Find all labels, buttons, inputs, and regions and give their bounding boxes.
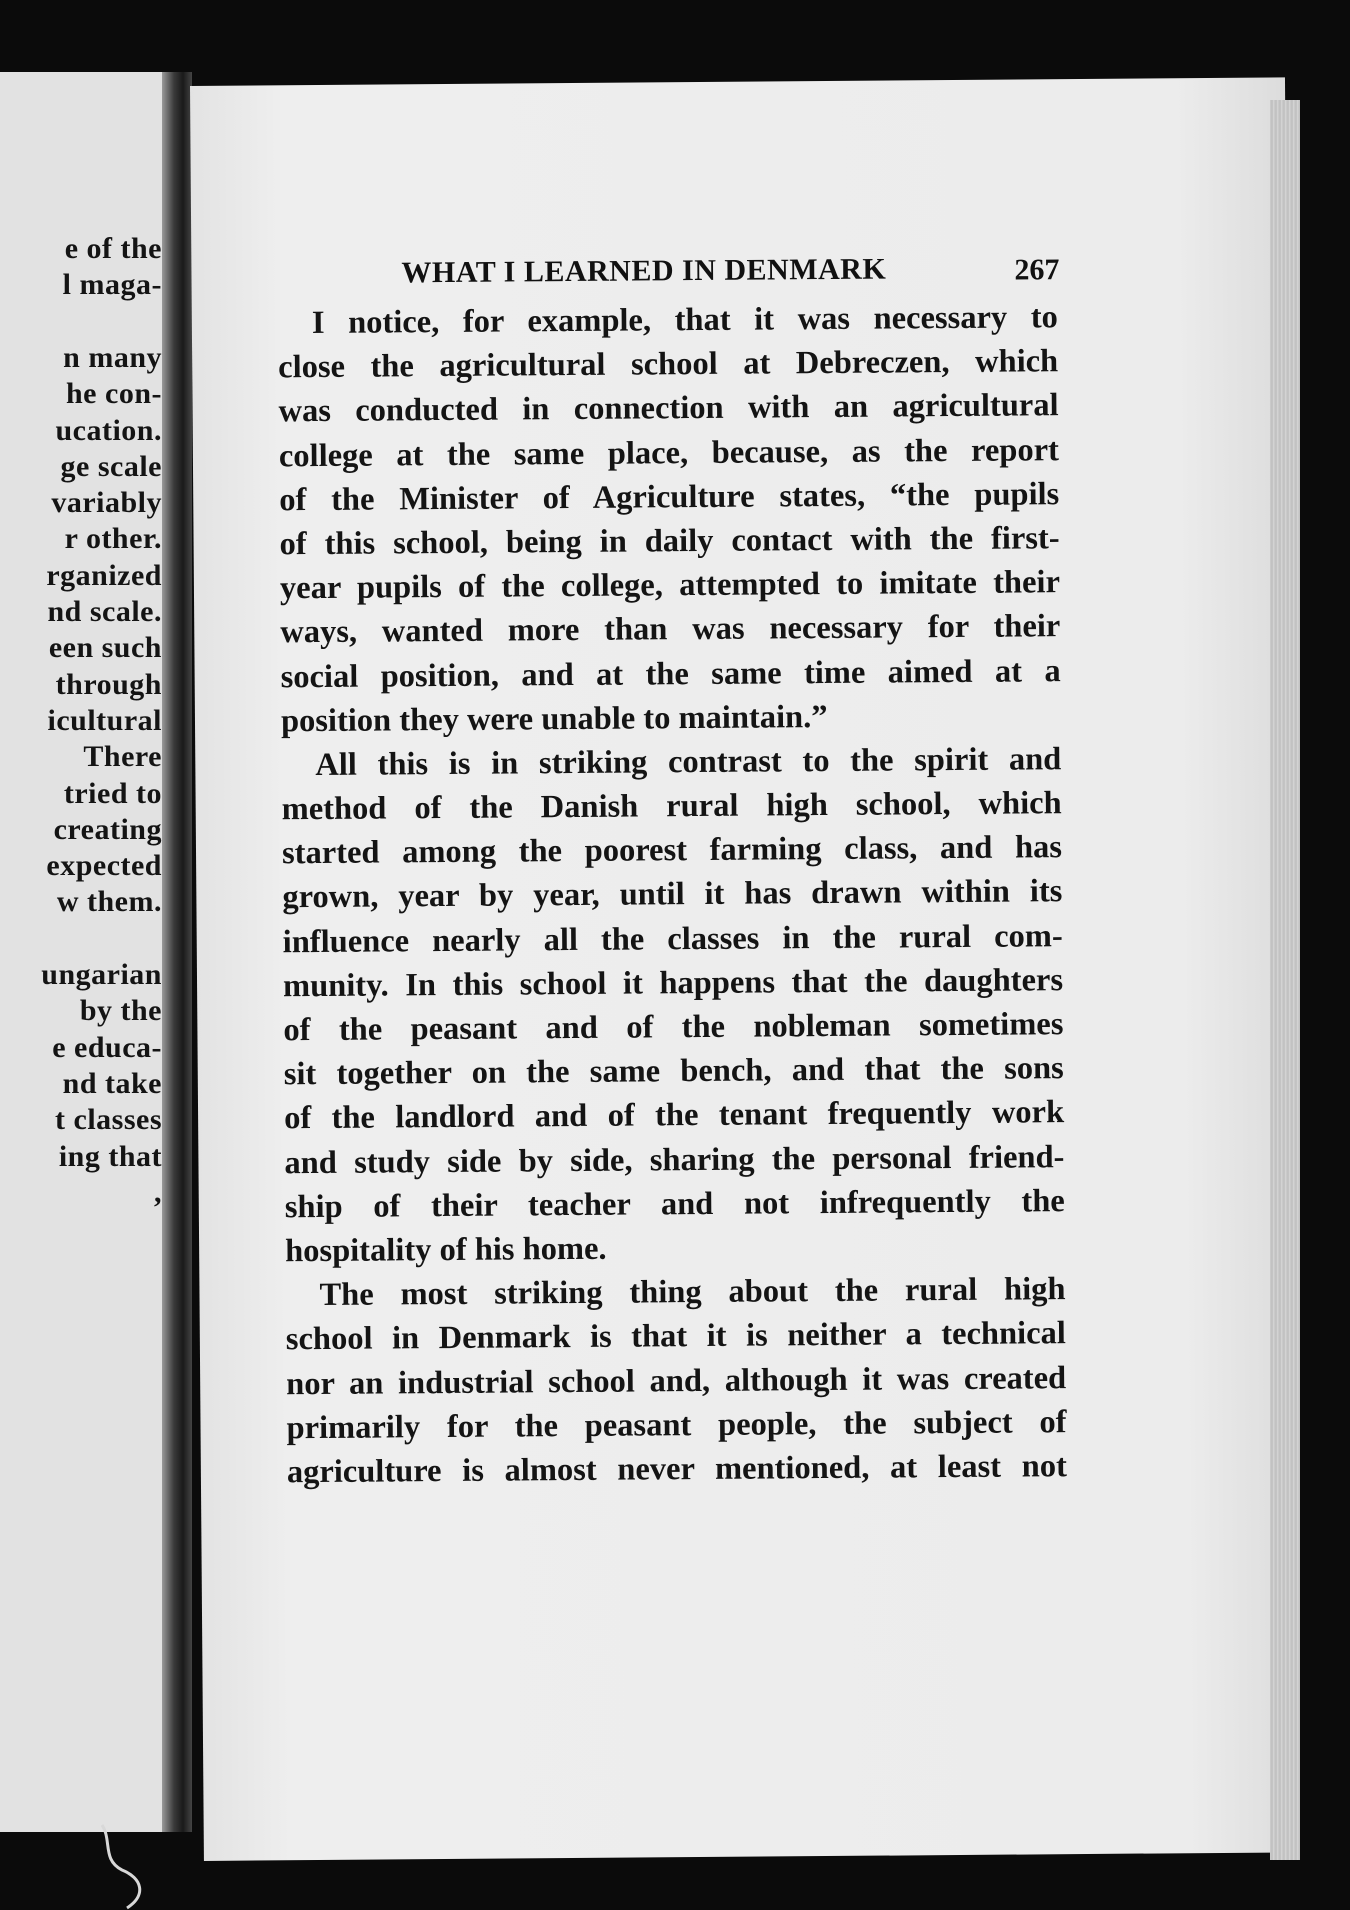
text-line: primarily for the peasant people, the subject of [286, 1403, 1067, 1446]
page-number: 267 [1014, 253, 1060, 287]
text-line: position they were unable to maintain.” [280, 698, 828, 739]
text-line: social position, and at the same time aimed at a [280, 652, 1061, 695]
text-line: school in Denmark is that it is neither a technical [285, 1315, 1066, 1358]
left-page-line: ing that [58, 1139, 162, 1173]
left-page-line: l maga- [62, 268, 162, 302]
body-text [278, 295, 1067, 1494]
left-page-line: een such [48, 631, 162, 665]
text-line: of the peasant and of the nobleman sometimes [283, 1006, 1064, 1049]
left-page-line: nd take [62, 1066, 162, 1100]
text-line: influence nearly all the classes in the rural com- [282, 917, 1063, 960]
left-page-line: There [83, 740, 162, 774]
left-page-line: expected [46, 849, 162, 883]
text-line: All this is in striking contrast to the spirit and [315, 741, 1062, 783]
text-line: was conducted in connection with an agricultural [278, 387, 1059, 430]
text-line: I notice, for example, that it was necessary to [311, 299, 1058, 342]
text-line: of the Minister of Agriculture states, “the pupils [279, 475, 1060, 519]
text-line: method of the Danish rural high school, which [281, 785, 1062, 828]
left-page-line: ucation. [55, 413, 162, 447]
left-page-line: ungarian [41, 958, 162, 991]
text-line: of this school, being in daily contact with the first- [279, 520, 1060, 563]
left-page-line: t classes [55, 1103, 162, 1137]
scribble-mark [92, 1820, 152, 1910]
text-line: munity. In this school it happens that the daughters [282, 961, 1064, 1005]
left-page-line: he con- [66, 377, 162, 411]
book-spine [162, 72, 192, 1832]
text-line: ways, wanted more than was necessary for their [280, 608, 1061, 651]
left-page-line: w them. [56, 885, 162, 919]
right-page [190, 77, 1299, 1861]
left-page-line: nd scale. [47, 595, 162, 628]
left-page [0, 72, 168, 1832]
left-page-line: icultural [47, 703, 162, 737]
left-page-line: e of the [64, 232, 162, 265]
left-page-line: through [55, 667, 162, 701]
left-page-line: e educa- [52, 1030, 162, 1064]
left-page-line: r other. [64, 522, 162, 556]
running-header: WHAT I LEARNED IN DENMARK [401, 252, 887, 290]
text-line: agriculture is almost never mentioned, at least not [286, 1448, 1068, 1491]
page-edge [1270, 100, 1300, 1860]
left-page-line: rganized [46, 558, 162, 592]
left-page-line: tried to [63, 776, 162, 810]
text-line: hospitality of his home. [285, 1230, 607, 1270]
text-line: college at the same place, because, as the report [278, 431, 1060, 474]
text-line: close the agricultural school at Debreczen, which [278, 343, 1059, 386]
text-line: of the landlord and of the tenant frequently work [283, 1094, 1065, 1137]
text-line: ship of their teacher and not infrequently the [284, 1182, 1065, 1226]
text-line: and study side by side, sharing the personal friend- [284, 1138, 1065, 1181]
left-page-line: variably [51, 486, 162, 520]
left-page-line: , [154, 1175, 162, 1209]
text-line: nor an industrial school and, although it was created [286, 1359, 1067, 1402]
text-line: started among the poorest farming class, and has [281, 829, 1063, 872]
left-page-line: creating [53, 812, 162, 846]
left-page-line: by the [79, 994, 162, 1028]
left-page-line: ge scale [60, 449, 162, 483]
text-line: year pupils of the college, attempted to imitate their [279, 564, 1061, 607]
text-line: The most striking thing about the rural high [319, 1271, 1066, 1314]
text-line: grown, year by year, until it has drawn within its [282, 873, 1063, 916]
left-page-line: n many [63, 340, 162, 374]
text-line: sit together on the same bench, and that the sons [283, 1050, 1064, 1093]
